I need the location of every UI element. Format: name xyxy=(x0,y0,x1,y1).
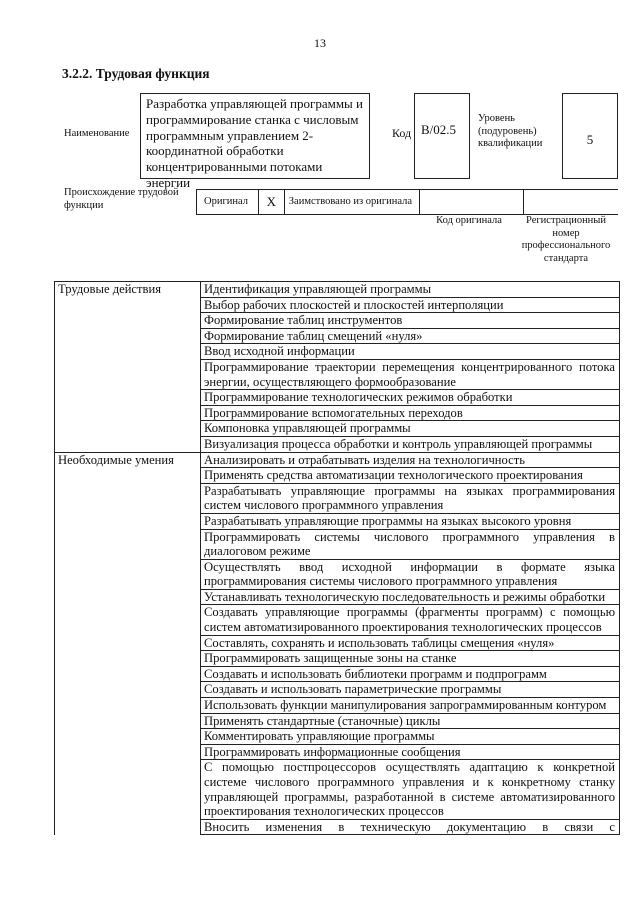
table-row xyxy=(55,297,620,313)
labor-action-item: Визуализация процесса обработки и контроль управляющей программы xyxy=(201,436,620,452)
table-row xyxy=(55,651,620,667)
skill-item: Программировать информационные сообщения xyxy=(201,744,620,760)
skills-heading: Необходимые умения xyxy=(55,452,201,468)
table-row xyxy=(55,282,620,298)
table-row xyxy=(55,405,620,421)
table-row xyxy=(55,729,620,745)
original-label: Оригинал xyxy=(197,190,259,214)
name-label: Наименование xyxy=(64,128,130,139)
category-cell xyxy=(55,483,201,513)
category-cell xyxy=(55,344,201,360)
category-cell xyxy=(55,760,201,819)
category-cell xyxy=(55,328,201,344)
table-row xyxy=(55,436,620,452)
category-cell xyxy=(55,405,201,421)
table-row xyxy=(55,666,620,682)
table-row xyxy=(55,483,620,513)
labor-action-item: Формирование таблиц смещений «нуля» xyxy=(201,328,620,344)
function-details-table xyxy=(54,281,620,835)
labor-action-item: Выбор рабочих плоскостей и плоскостей интерполяции xyxy=(201,297,620,313)
table-row xyxy=(55,313,620,329)
category-cell xyxy=(55,297,201,313)
skill-item: Создавать и использовать параметрические программы xyxy=(201,682,620,698)
skill-item: Создавать управляющие программы (фрагменты программ) с помощью систем автоматизированного проектирования технологических процессов xyxy=(201,605,620,635)
category-cell xyxy=(55,390,201,406)
category-cell xyxy=(55,513,201,529)
function-name-box: Разработка управляющей программы и программирование станка с числовым программным управлением 2-координатной обработки концентрированными потоками энергии xyxy=(140,93,370,179)
table-row xyxy=(55,513,620,529)
table-row xyxy=(55,328,620,344)
category-cell xyxy=(55,744,201,760)
skill-item: Использовать функции манипулирования запрограммированным контуром xyxy=(201,698,620,714)
category-cell xyxy=(55,468,201,484)
labor-action-item: Программирование траектории перемещения концентрированного потока энергии, осуществляющего формообразование xyxy=(201,359,620,389)
skill-item: Применять средства автоматизации технологического проектирования xyxy=(201,468,620,484)
table-row xyxy=(55,390,620,406)
table-row xyxy=(55,589,620,605)
skill-item: Составлять, сохранять и использовать таблицы смещения «нуля» xyxy=(201,635,620,651)
skill-item: Программировать системы числового программного управления в диалоговом режиме xyxy=(201,529,620,559)
skill-item: Применять стандартные (станочные) циклы xyxy=(201,713,620,729)
category-cell xyxy=(55,359,201,389)
category-cell xyxy=(55,559,201,589)
skill-item: Вносить изменения в техническую документацию в связи с xyxy=(201,819,620,835)
labor-action-item: Программирование вспомогательных переходов xyxy=(201,405,620,421)
table-row xyxy=(55,468,620,484)
code-label: Код xyxy=(392,126,412,140)
skill-item: Комментировать управляющие программы xyxy=(201,729,620,745)
skill-item: С помощью постпроцессоров осуществлять адаптацию к конкретной системе числового программного управления и к конкретному станку управляющей программы, разработанной в системе автоматизированного проектирования технологических процессов xyxy=(201,760,620,819)
borrowed-label: Заимствовано из оригинала xyxy=(285,190,421,214)
table-row xyxy=(55,529,620,559)
skill-item: Устанавливать технологическую последовательность и режимы обработки xyxy=(201,589,620,605)
skill-item: Осуществлять ввод исходной информации в формате языка программирования системы числового программного управления xyxy=(201,559,620,589)
category-cell xyxy=(55,313,201,329)
labor-action-item: Компоновка управляющей программы xyxy=(201,421,620,437)
category-cell xyxy=(55,421,201,437)
reg-number-cell xyxy=(524,190,618,214)
table-row xyxy=(55,760,620,819)
table-row xyxy=(55,698,620,714)
code-original-cell xyxy=(420,190,524,214)
category-cell xyxy=(55,713,201,729)
skill-item: Создавать и использовать библиотеки программ и подпрограмм xyxy=(201,666,620,682)
table-row xyxy=(55,452,620,468)
skill-item: Программировать защищенные зоны на станке xyxy=(201,651,620,667)
section-title: 3.2.2. Трудовая функция xyxy=(62,66,210,81)
category-cell xyxy=(55,651,201,667)
function-code-box: B/02.5 xyxy=(414,93,470,179)
table-row xyxy=(55,359,620,389)
table-row xyxy=(55,605,620,635)
labor-action-item: Программирование технологических режимов обработки xyxy=(201,390,620,406)
labor-action-item: Идентификация управляющей программы xyxy=(201,282,620,298)
category-cell xyxy=(55,682,201,698)
table-row xyxy=(55,421,620,437)
category-cell xyxy=(55,605,201,635)
qualification-level-box: 5 xyxy=(562,93,618,179)
origin-label: Происхождение трудовой функции xyxy=(64,187,179,211)
category-cell xyxy=(55,819,201,835)
table-row xyxy=(55,713,620,729)
category-cell xyxy=(55,729,201,745)
origin-table xyxy=(196,189,618,215)
skill-item: Анализировать и отрабатывать изделия на технологичность xyxy=(201,452,620,468)
table-row xyxy=(55,682,620,698)
table-row xyxy=(55,344,620,360)
category-cell xyxy=(55,635,201,651)
labor-action-item: Ввод исходной информации xyxy=(201,344,620,360)
category-cell xyxy=(55,589,201,605)
table-row xyxy=(55,559,620,589)
skill-item: Разрабатывать управляющие программы на языках высокого уровня xyxy=(201,513,620,529)
skill-item: Разрабатывать управляющие программы на языках программирования систем числового программного управления xyxy=(201,483,620,513)
table-row xyxy=(55,819,620,835)
original-mark: X xyxy=(259,190,285,214)
category-cell xyxy=(55,436,201,452)
table-row xyxy=(55,744,620,760)
labor-action-item: Формирование таблиц инструментов xyxy=(201,313,620,329)
category-cell xyxy=(55,529,201,559)
category-cell xyxy=(55,666,201,682)
level-label: Уровень (подуровень) квалификации xyxy=(478,113,543,150)
code-original-caption: Код оригинала xyxy=(436,215,502,226)
page-number: 13 xyxy=(314,36,326,50)
reg-number-caption: Регистрационный номер профессионального стандарта xyxy=(521,215,611,264)
category-cell xyxy=(55,698,201,714)
labor-actions-heading: Трудовые действия xyxy=(55,282,201,298)
table-row xyxy=(55,635,620,651)
